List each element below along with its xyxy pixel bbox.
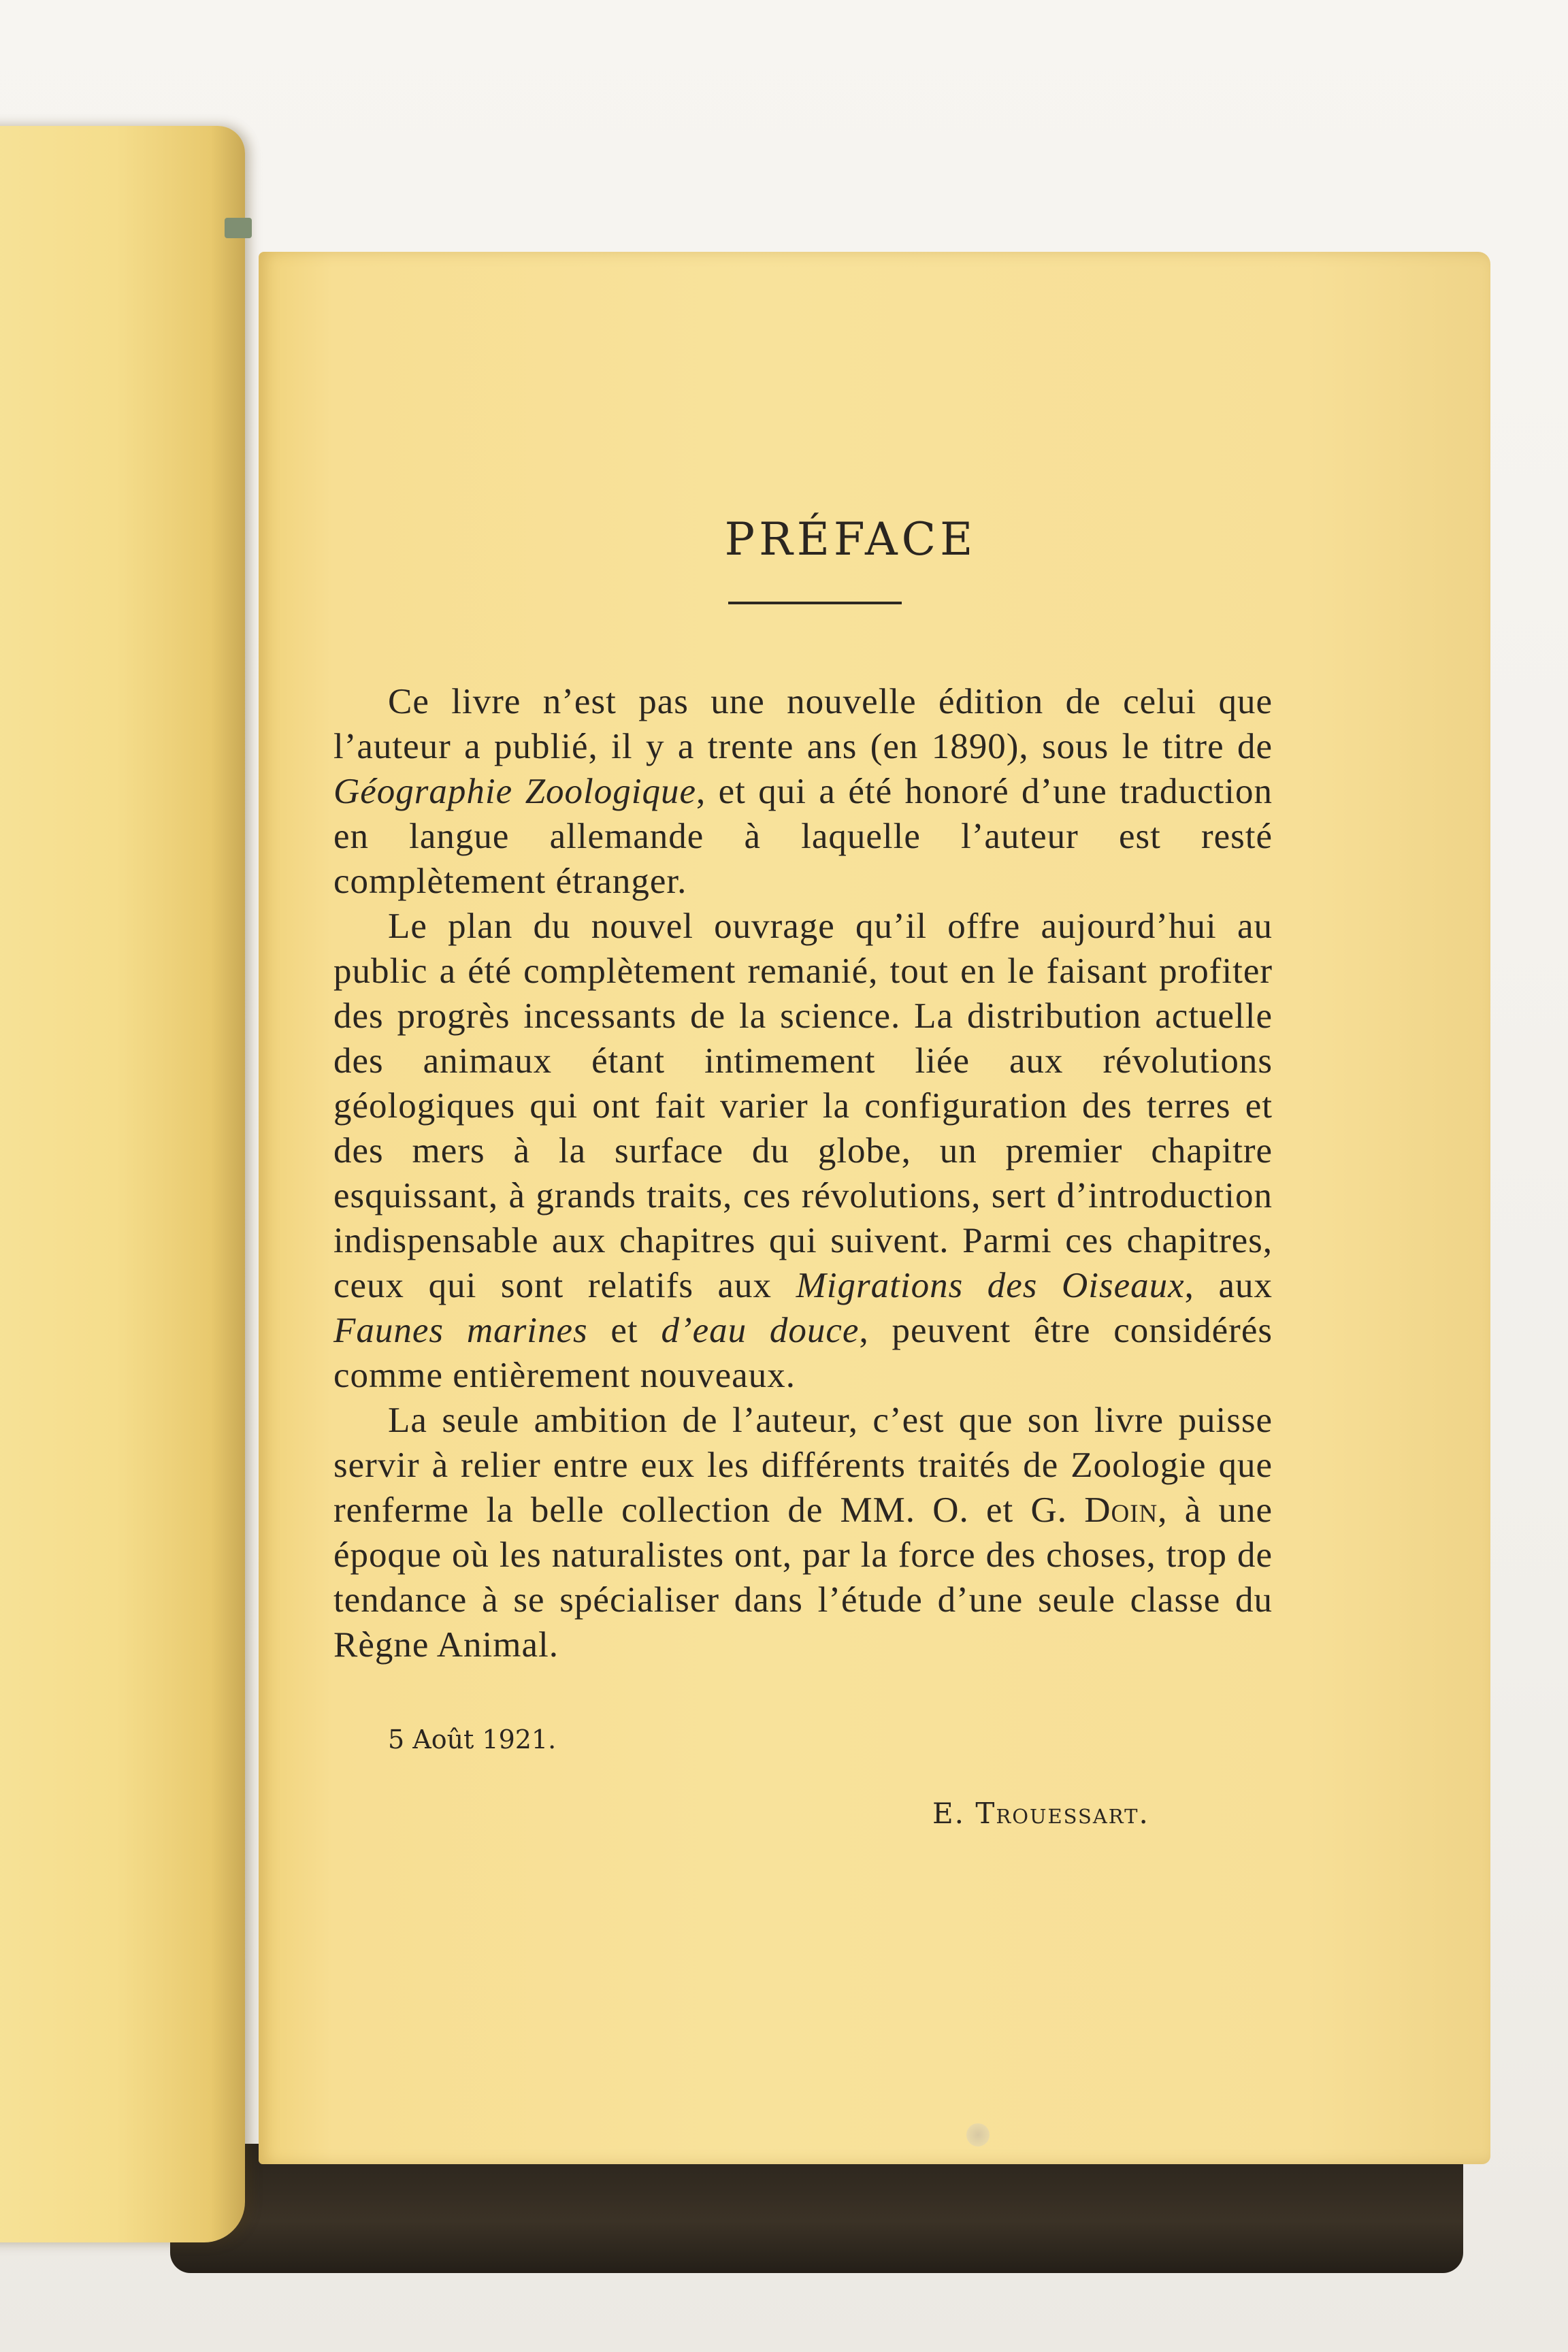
paragraph-2-italic-faunes: Faunes marines (333, 1311, 588, 1350)
preface-body (333, 679, 1273, 1667)
page-title: PRÉFACE (724, 513, 977, 566)
paragraph-3-text-a: La seule ambition de l’auteur, c’est que son livre puisse servir à relier entre eux les différents traités de Zoologie que renferme la belle collection de MM. O. et G. (333, 1401, 1273, 1530)
signature-surname: Trouessart (975, 1797, 1139, 1830)
date-line: 5 Août 1921. (388, 1725, 557, 1754)
headband-accent (225, 218, 252, 238)
paper-spot (966, 2123, 990, 2146)
preface-content (333, 513, 1273, 1830)
paragraph-2-text-d: , peuvent être considérés comme entièrement nouveaux. (333, 1311, 1273, 1395)
left-page (0, 126, 245, 2242)
paragraph-2-text-c: et (587, 1311, 662, 1350)
paragraph-3 (333, 1398, 1273, 1667)
paragraph-1-text-b: , et qui a été honoré d’une traduction en langue allemande à laquelle l’auteur est resté complètement étranger. (333, 772, 1273, 901)
paragraph-3-text-b: , à une époque où les naturalistes ont, par la force des choses, trop de tendance à se spécialiser dans l’étude d’une seule classe du Règne Animal. (333, 1490, 1273, 1665)
paragraph-2-text-a: Le plan du nouvel ouvrage qu’il offre aujourd’hui au public a été complètement remanié, tout en le faisant profiter des progrès incessants de la science. La distribution actuelle des animaux étant intimement liée aux révolutions géologiques qui ont fait varier la configuration des terres et des mers à la surface du globe, un premier chapitre esquissant, à grands traits, ces révolutions, sert d’introduction indispensable aux chapitres qui suivent. Parmi ces chapitres, ceux qui sont relatifs aux (333, 906, 1273, 1305)
paragraph-1-title-italic: Géographie Zoologique (333, 772, 697, 811)
title-rule (728, 602, 902, 604)
paragraph-3-publisher-name: Doin (1084, 1490, 1158, 1530)
paragraph-2-italic-migrations: Migrations des Oiseaux (796, 1266, 1185, 1305)
paragraph-1 (333, 679, 1273, 904)
paragraph-2 (333, 904, 1273, 1398)
paragraph-2-text-b: , aux (1184, 1266, 1273, 1305)
signature-period: . (1139, 1797, 1149, 1830)
paragraph-2-italic-eau-douce: d’eau douce (661, 1311, 860, 1350)
author-signature (932, 1797, 1273, 1830)
signature-initial: E. (932, 1797, 976, 1830)
paragraph-1-text-a: Ce livre n’est pas une nouvelle édition de celui que l’auteur a publié, il y a trente ans (en 1890), sous le titre de (333, 682, 1273, 766)
